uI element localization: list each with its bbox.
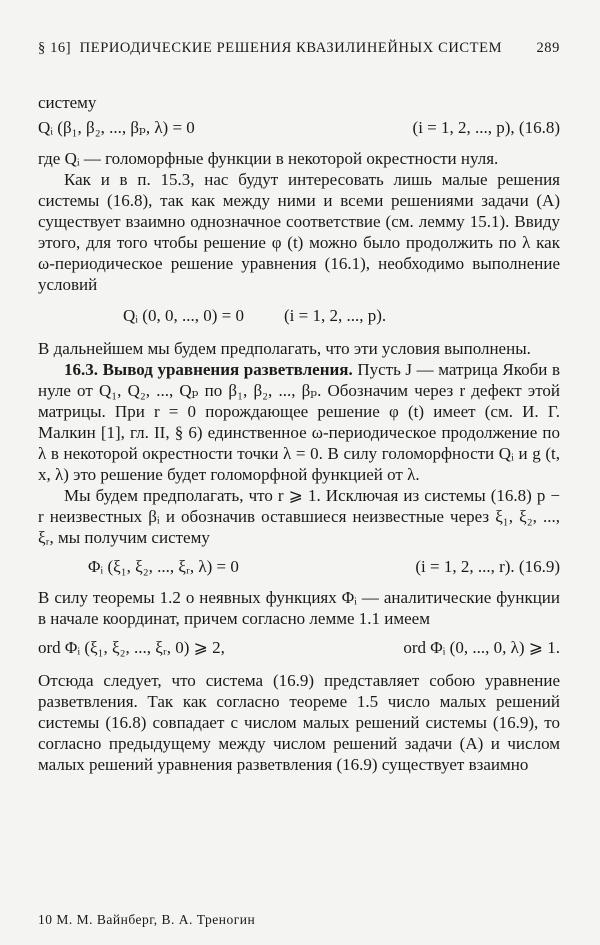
formula-lhs: Φᵢ (ξ₁, ξ₂, ..., ξᵣ, λ) = 0 <box>88 557 239 576</box>
header-left <box>38 40 502 57</box>
formula-lhs: Qᵢ (β₁, β₂, ..., βₚ, λ) = 0 <box>38 118 195 137</box>
section-mark: § 16] <box>38 40 72 56</box>
paragraph: систему <box>38 93 97 112</box>
order-inequality-1: ord Φᵢ (ξ₁, ξ₂, ..., ξᵣ, 0) ⩾ 2, <box>38 638 225 657</box>
section-16-3-paragraph <box>38 359 560 485</box>
formula-condition: (i = 1, 2, ..., p). <box>283 306 387 325</box>
paragraph: Отсюда следует, что система (16.9) представляет собою уравнение разветвления. Так как согласно теореме 1.5 число малых решений системы (16.8) совпадает с числом малых решений системы (16.9), то согласно предыдущему между числом решений задачи (A) и числом малых решений уравнения разветвления (16.9) существует взаимно <box>38 671 560 774</box>
conditions-formula <box>38 305 560 326</box>
section-heading-number: 16.3. <box>64 360 98 379</box>
page-body <box>38 92 560 775</box>
paragraph: Как и в п. 15.3, нас будут интересовать лишь малые решения системы (16.8), так как между ними и всеми решениями задачи (A) существует взаимно однозначное соответствие (см. лемму 15.1). Ввиду этого, для того чтобы решение φ (t) можно было продолжить по λ как ω-периодическое решение уравнения (16.1), необходимо выполнение условий <box>38 170 560 294</box>
page-number: 289 <box>536 40 560 56</box>
formula-lhs: Qᵢ (0, 0, ..., 0) = 0 <box>123 306 244 325</box>
order-inequalities <box>38 637 560 658</box>
running-header <box>38 40 560 57</box>
paragraph: В силу теоремы 1.2 о неявных функциях Φᵢ — аналитические функции в начале координат, причем согласно лемме 1.1 имеем <box>38 588 560 628</box>
formula-condition: (i = 1, 2, ..., p), (16.8) <box>412 118 560 137</box>
order-inequality-2: ord Φᵢ (0, ..., 0, λ) ⩾ 1. <box>403 638 560 657</box>
formula-condition: (i = 1, 2, ..., r). (16.9) <box>415 557 560 576</box>
paragraph: где Qᵢ — голоморфные функции в некоторой окрестности нуля. <box>38 149 499 168</box>
running-title: ПЕРИОДИЧЕСКИЕ РЕШЕНИЯ КВАЗИЛИНЕЙНЫХ СИСТЕМ <box>79 40 503 56</box>
paragraph-text: Пусть J — матрица Якоби в нуле от Q₁, Q₂, ..., Qₚ по β₁, β₂, ..., βₚ. Обозначим через r дефект этой матрицы. При r = 0 порождающее решение φ (t) имеет (см. И. Г. Малкин [1], гл. II, § 6) единственное ω-периодическое продолжение по λ в некоторой окрестности точки λ = 0. В силу голоморфности Qᵢ и g (t, x, λ) это решение будет голоморфной функцией от λ. <box>38 360 561 484</box>
paragraph: В дальнейшем мы будем предполагать, что эти условия выполнены. <box>38 339 531 358</box>
section-heading-title: Вывод уравнения разветвления. <box>102 360 353 379</box>
equation-16-8 <box>38 117 560 138</box>
signature-line: 10 М. М. Вайнберг, В. А. Треногин <box>38 912 256 927</box>
equation-16-9 <box>38 556 560 577</box>
paragraph: Мы будем предполагать, что r ⩾ 1. Исключая из системы (16.8) p − r неизвестных βᵢ и обозначив оставшиеся неизвестные через ξ₁, ξ₂, ..., ξᵣ, мы получим систему <box>38 486 560 547</box>
